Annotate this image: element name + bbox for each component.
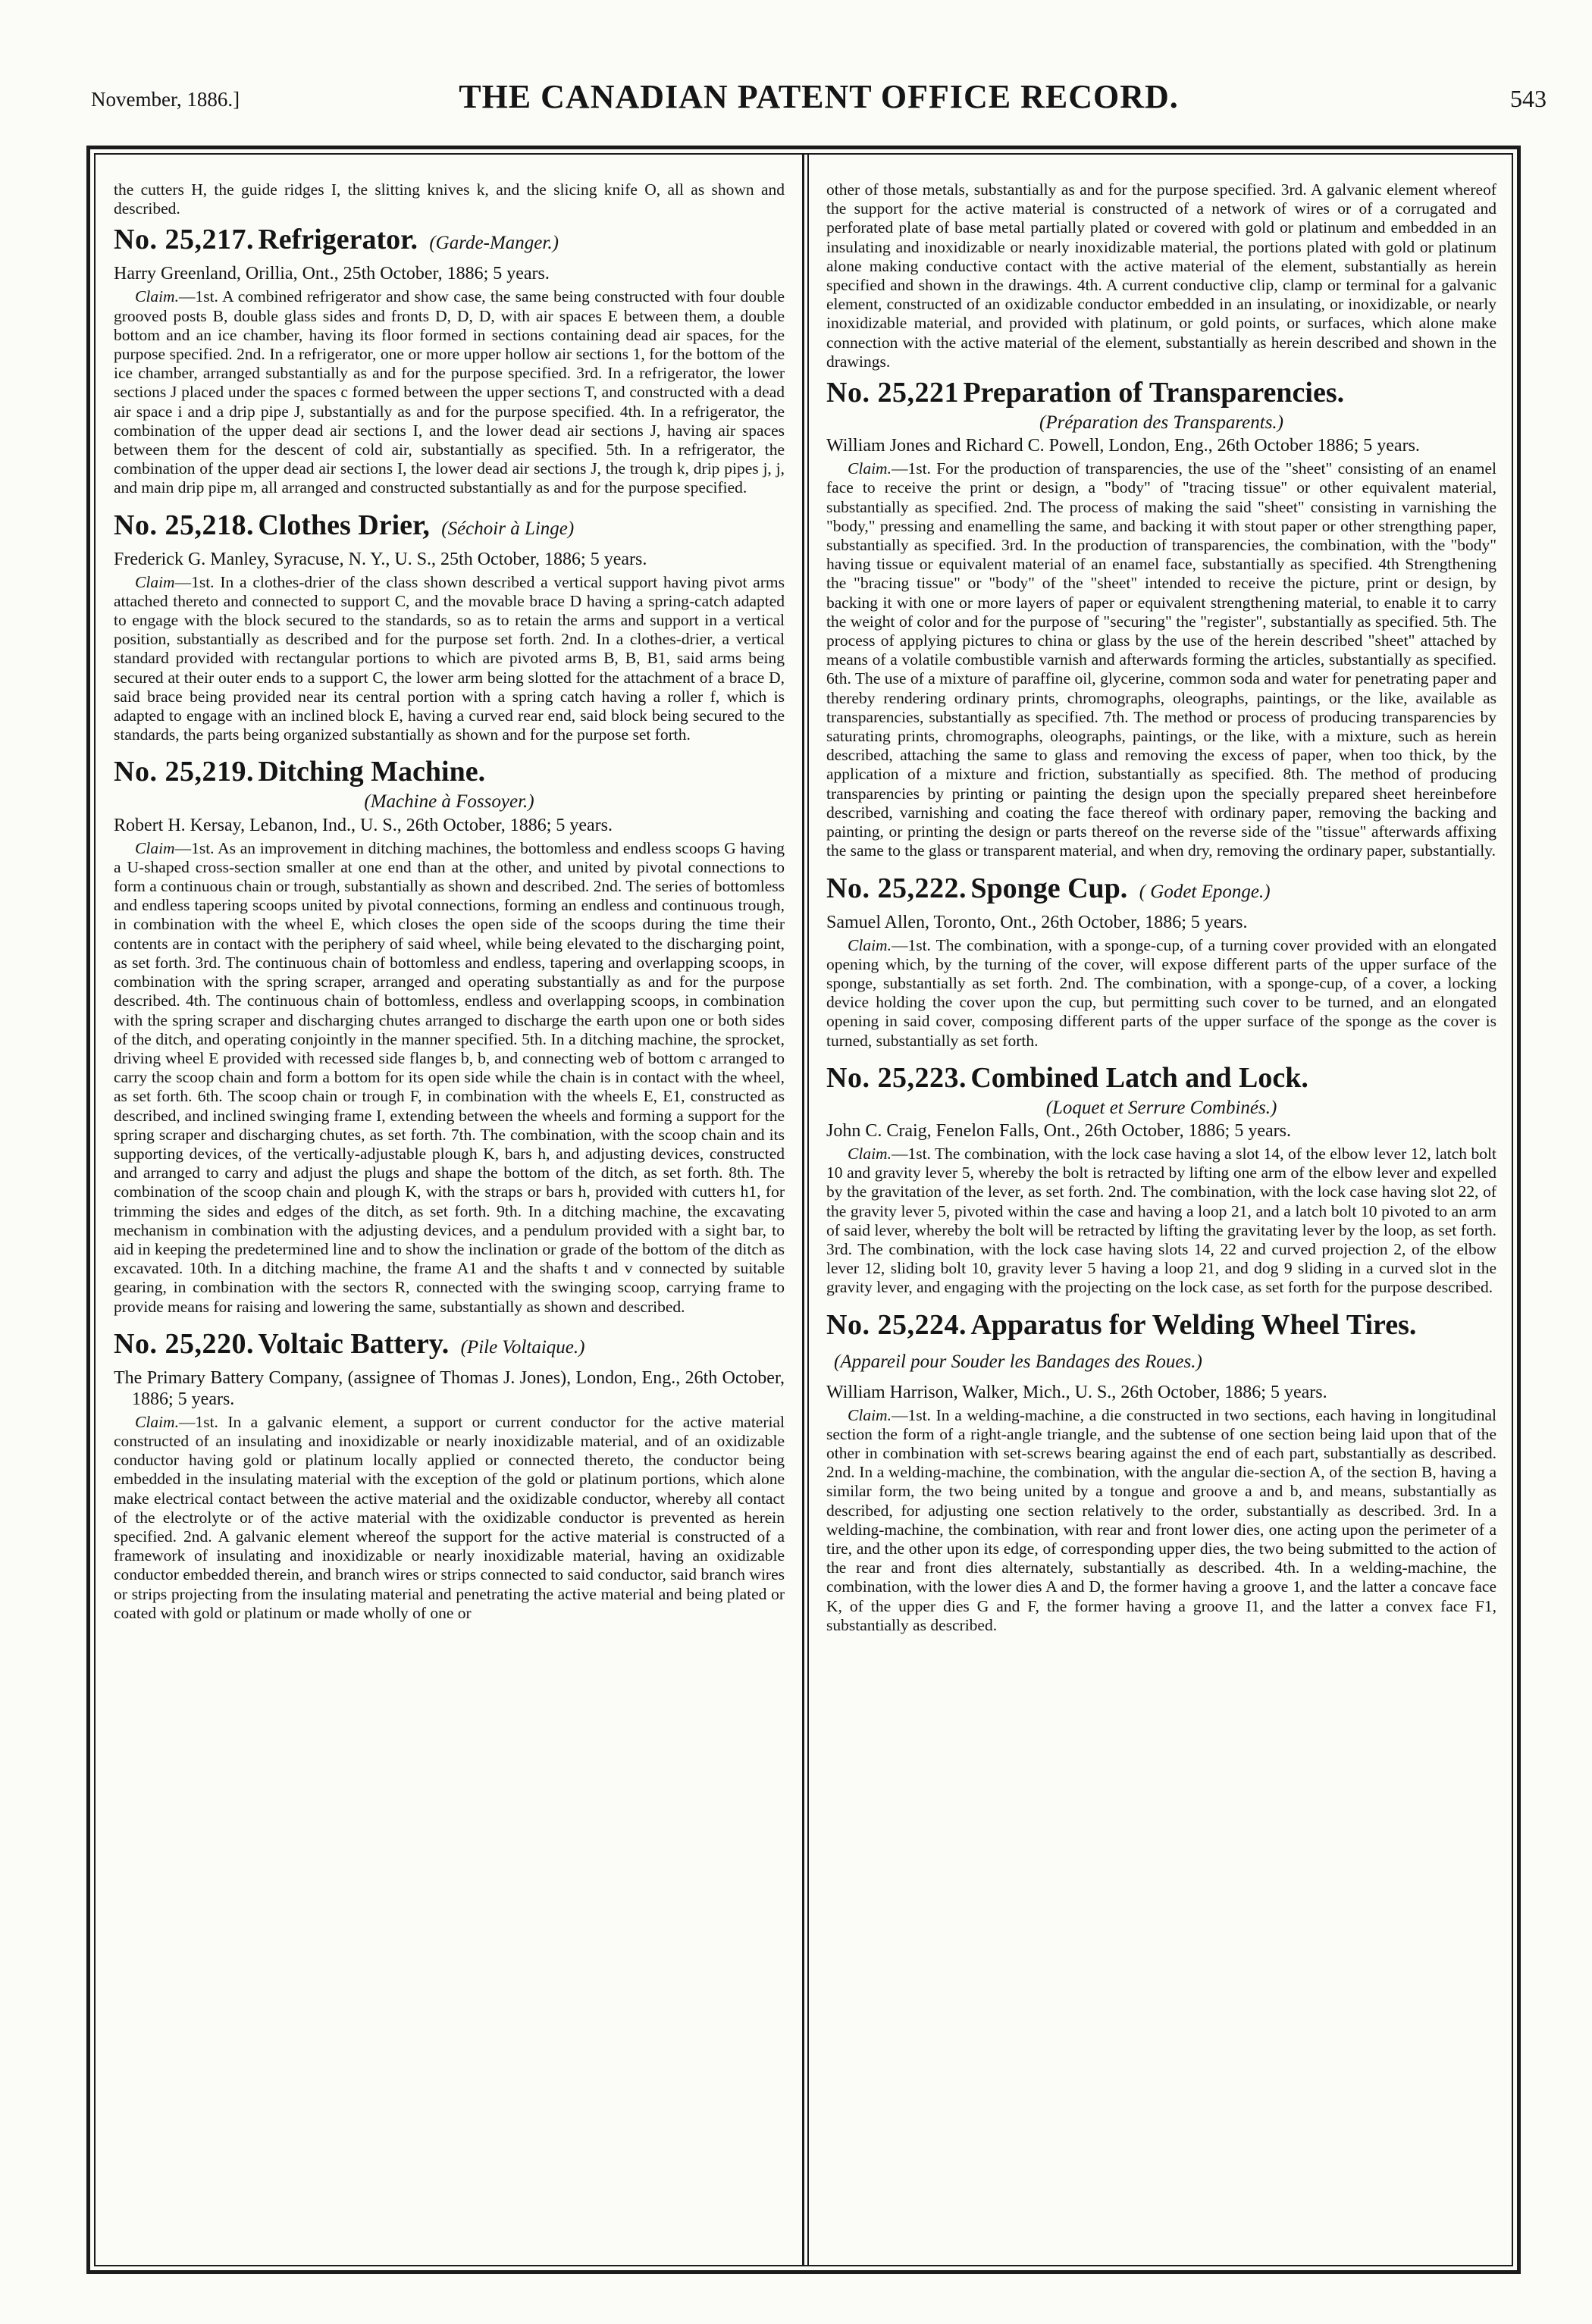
left-column (114, 180, 785, 2250)
patent-entry (114, 1327, 785, 1623)
claim-text (826, 459, 1496, 860)
patentee-line: Harry Greenland, Orillia, Ont., 25th October, 1886; 5 years. (114, 264, 550, 284)
patent-title: Apparatus for Welding Wheel Tires. (970, 1308, 1417, 1341)
patent-heading (826, 1061, 1496, 1098)
patent-french-title: (Pile Voltaique.) (460, 1336, 585, 1358)
patent-heading (114, 1327, 785, 1364)
patent-number: No. 25,218. (114, 509, 254, 541)
claim-text (114, 573, 785, 745)
claim-label: Claim. (135, 1412, 179, 1431)
patent-number: No. 25,220. (114, 1327, 254, 1360)
claim-body: —1st. For the production of transparencies, the use of the "sheet" consisting of an enamel face to receive the print or design, a "body" of "tracing tissue" or other equivalent material, substantially as specified. 2nd. The process of making the said "sheet" consisting in varnishing the "body," pressing and enamelling the same, and backing it with stout paper or other strengthing paper, substantially as specified. 3rd. In the production of transparencies, the combination, with the "body" having tissue or equivalent material of an enamel face, substantially as specified. 4th Strengthening the "bracing tissue" or "body" of the "sheet" intended to receive the picture, print or design, by backing it with one or more layers of paper or equivalent strengthening material, to enable it to carry the weight of color and for the purpose of "securing" the "register", substantially as specified. 5th. The process of applying pictures to china or glass by the use of the herein described "sheet" attached by means of a volatile combustible varnish and afterwards forming the articles, substantially as specified. 6th. The use of a mixture of paraffine oil, glycerine, common soda and water for penetrating paper and thereby rendering ordinary prints, chromographs, oleographs, paintings, or the like, available as transparencies, substantially as specified. 7th. The method or process of producing transparencies by saturating prints, chromographs, oleographs, paintings, or the like, with a mixture, such as herein described, attaching the same to glass and removing the excess of paper, when too thick, by the application of a mixture and friction, substantially as specified. 8th. The method of producing transparencies by printing or painting the design upon the specially prepared sheet hereinbefore described, varnishing and coating the face thereof with ordinary paper, removing the backing and painting, or printing the design or parts thereof on the reverse side of the "tissue" afterwards affixing the same to the glass or transparent material, and when dry, removing the ordinary paper, substantially. (826, 459, 1496, 860)
continued-claim-text: the cutters H, the guide ridges I, the slitting knives k, and the slicing knife O, all as shown and described. (114, 180, 785, 218)
patentee-line: Robert H. Kersay, Lebanon, Ind., U. S., 26th October, 1886; 5 years. (114, 815, 613, 835)
continued-claim-text: other of those metals, substantially as and for the purpose specified. 3rd. A galvanic element whereof the support for the active material is constructed of a network of wires or of a corrugated and perforated plate of base metal partially plated or covered with gold or platinum and embedded in an insulating and inoxidizable or nearly inoxidizable material, the portions plated with gold or platinum alone making conductive contact with the active material of the element, substantially as herein specified and shown in the drawings. 4th. A current conductive clip, clamp or terminal for a galvanic element, constructed of an oxidizable conductor embedded in an insulating, or inoxidizable, or nearly inoxidizable material, and provided with platinum, or gold points, or surfaces, which alone make connection with the active material of the element, substantially as herein described and shown in the drawings. (826, 180, 1496, 371)
patent-heading (826, 1308, 1496, 1379)
claim-label: Claim. (848, 459, 892, 478)
running-head (91, 77, 1547, 115)
patent-french-title: (Garde-Manger.) (429, 233, 559, 254)
claim-body: —1st. A combined refrigerator and show case, the same being constructed with four double grooved posts B, double glass sides and fronts D, D, D, with air spaces E between them, a double bottom and an ice chamber, having its floor formed in sections containing dead air spaces, for the purpose specified. 2nd. In a refrigerator, one or more upper hollow air sections 1, for the bottom of the ice chamber, arranged substantially as and for the purpose specified. 3rd. In a refrigerator, the lower sections J placed under the spaces c formed between the upper sections T, and constructed with a dead air space i and a drip pipe J, substantially as and for the purpose specified. 4th. In a refrigerator, the combination of the upper dead air sections I, and the lower dead air sections J, having air spaces between them for the descent of cold air, substantially as specified. 5th. In a refrigerator, the combination of the upper dead air sections I, the lower dead air sections J, the trough k, drip pipes j, j, and main drip pipe m, all arranged and constructed substantially as and for the purpose specified. (114, 287, 785, 497)
patent-heading (114, 509, 785, 546)
patent-title: Refrigerator. (258, 224, 418, 256)
patentee-line: William Jones and Richard C. Powell, London, Eng., 26th October 1886; 5 years. (826, 436, 1420, 456)
patent-french-subtitle: (Machine à Fossoyer.) (364, 791, 534, 813)
claim-label: Claim (135, 838, 175, 857)
column-divider (802, 153, 804, 2266)
claim-body: —1st. In a galvanic element, a support or current conductor for the active material constructed of an insulating and inoxidizable or nearly inoxidizable material, and of an oxidizable conductor having gold or platinum locally applied or connected thereto, the conductor being embedded in the insulating material with the exception of the gold or platinum portions, which alone make electrical contact between the active material and the oxidizable conductor, whereby all contact of the electrolyte or of the active material with the oxidizable conductor is prevented as herein specified. 2nd. A galvanic element whereof the support for the active material is constructed of a framework of insulating and inoxidizable or nearly inoxidizable material, having an oxidizable conductor embedded therein, and branch wires or strips connected to said conductor, said branch wires or strips projecting from the insulating material and penetrating the active material and being plated or coated with gold or platinum or made wholly of one or (114, 1412, 785, 1622)
patent-entry (114, 755, 785, 1316)
patent-entry (826, 376, 1496, 860)
claim-body: —1st. The combination, with a sponge-cup, of a turning cover provided with an elongated opening which, by the turning of the cover, will expose different parts of the upper surface of the sponge, substantially as set forth. 2nd. The combination, with a sponge-cup, of a cover, a locking device holding the cover upon the cup, but permitting such cover to be turned, and an elongated opening in said cover, composing different parts of the upper surface of the sponge as the cover is turned, substantially as set forth. (826, 935, 1496, 1050)
patent-heading (826, 872, 1496, 909)
claim-body: —1st. As an improvement in ditching machines, the bottomless and endless scoops G having a U-shaped cross-section smaller at one end than at the other, and united by pivotal connections to form a continuous chain or trough, substantially as shown and described. 2nd. The series of bottomless and endless tapering scoops united by pivotal connections, forming an endless and continuous trough, in combination with the wheel E, which closes the open side of the scoops during the time their contents are in contact with the periphery of said wheel, while being elevated to the discharging point, as set forth. 3rd. The continuous chain of bottomless and endless, tapering and overlapping scoops, in combination with the spring scraper, arranged and operating substantially as and for the purpose described. 4th. The continuous chain of bottomless, endless and overlapping scoops, in combination with the spring scraper and discharging chutes arranged to discharge the earth upon one or both sides of the ditch, and operating conjointly in the manner specified. 5th. In a ditching machine, the sprocket, driving wheel E provided with recessed side flanges b, b, and connecting web of bottom c arranged to carry the scoop chain and form a bottom for its open side while the chain is in contact with the wheel, as set forth. 6th. The scoop chain or trough F, in combination with the wheels E, E1, constructed as described, and inclined swinging frame I, extending between the wheels and forming a support for the spring scraper and discharging chutes, as set forth. 7th. The combination, with the scoop chain and its supporting devices, of the vertically-adjustable plough K, bars h, and adjusting devices, constructed and arranged to carry and adjust the plugs and shape the bottom of the ditch, as set forth. 8th. The combination of the scoop chain and plough K, with the straps or bars h, provided with cutters h1, for trimming the sides and edges of the ditch, as set forth. 9th. In a ditching machine, the excavating mechanism in combination with the adjusting devices, and a pendulum provided with a sight bar, to aid in keeping the predetermined line and to show the inclination or grade of the bottom of the ditch as excavated. 10th. In a ditching machine, the frame A1 and the shafts t and v connected by suitable gearing, in combination with the sectors R, connected with the swinging scoop, carrying frame to provide means for raising and lowering the same, substantially as shown and described. (114, 838, 785, 1316)
issue-date: November, 1886.] (91, 88, 240, 111)
publication-title: THE CANADIAN PATENT OFFICE RECORD. (459, 78, 1179, 115)
patent-title: Clothes Drier, (258, 509, 430, 541)
patent-french-subtitle: (Loquet et Serrure Combinés.) (1045, 1097, 1277, 1118)
patent-french-subtitle: (Préparation des Transparents.) (1039, 412, 1283, 434)
patent-french-title: ( Godet Eponge.) (1139, 881, 1271, 902)
left-patent-entries (114, 223, 785, 1623)
patent-title: Sponge Cup. (970, 872, 1128, 904)
right-patent-entries (826, 376, 1496, 1635)
patent-title: Ditching Machine. (258, 756, 486, 788)
patent-entry (114, 223, 785, 497)
patentee-line: William Harrison, Walker, Mich., U. S., 26th October, 1886; 5 years. (826, 1382, 1327, 1402)
claim-label: Claim. (848, 935, 892, 954)
patent-number: No. 25,221 (826, 377, 959, 409)
column-divider-inner (807, 153, 809, 2266)
patent-french-title: (Séchoir à Linge) (441, 518, 575, 539)
patent-number: No. 25,224. (826, 1308, 967, 1341)
patentee-line: John C. Craig, Fenelon Falls, Ont., 26th October, 1886; 5 years. (826, 1120, 1291, 1141)
patent-title: Preparation of Transparencies. (963, 377, 1345, 409)
claim-text (114, 287, 785, 497)
patent-heading (114, 223, 785, 260)
patent-title: Combined Latch and Lock. (970, 1061, 1308, 1094)
patent-heading (114, 755, 785, 792)
right-column (826, 180, 1496, 2250)
claim-label: Claim. (848, 1144, 892, 1163)
claim-text (114, 1413, 785, 1623)
patentee-line: Frederick G. Manley, Syracuse, N. Y., U. S., 25th October, 1886; 5 years. (114, 549, 647, 569)
claim-label: Claim. (135, 287, 179, 306)
claim-text (114, 839, 785, 1317)
claim-body: —1st. The combination, with the lock case having a slot 14, of the elbow lever 12, latch bolt 10 and gravity lever 5, whereby the bolt is retracted by lifting one arm of the elbow lever and expelled by the gravitation of the lever, as set forth. 2nd. The combination, with the lock case having slot 22, of the gravity lever 5, pivoted within the case and having a loop 21, and a latch bolt 10 pivoted to an arm of said lever, whereby the bolt will be retracted by lifting the gravitating lever by the loop, as set forth. 3rd. The combination, with the lock case having slots 14, 22 and curved projection 2, of the elbow lever 12, sliding bolt 10, gravity lever 5 having a loop 21, and dog 9 sliding in a curved slot in the gravity lever, and engaging with the projecting on the lock case, as set forth for the purpose described. (826, 1144, 1496, 1297)
patent-number: No. 25,219. (114, 756, 254, 788)
patent-number: No. 25,222. (826, 872, 967, 904)
patent-entry (114, 509, 785, 745)
patent-number: No. 25,217. (114, 224, 254, 256)
patent-number: No. 25,223. (826, 1061, 967, 1094)
patent-title: Voltaic Battery. (258, 1327, 450, 1360)
claim-body: —1st. In a welding-machine, a die constructed in two sections, each having in longitudinal section the form of a right-angle triangle, and the subtense of one section being laid upon that of the other in combination with set-screws bearing against the end of each part, substantially as described. 2nd. In a welding-machine, the combination, with the angular die-section A, of the section B, having a similar form, the two being united by a tongue and groove a and b, and means, substantially as described, for adjusting one section relatively to the order, substantially as described. 3rd. In a welding-machine, the combination, with rear and front lower dies, one acting upon the perimeter of a tire, and the other upon its edge, of corresponding upper dies, the two being submitted to the action of the rear and front dies alternately, substantially as described. 4th. In a welding-machine, the combination, with the lower dies A and D, the former having a groove 1, and the latter a concave face K, of the upper dies G and F, the former having a groove I1, and the latter a convex face F1, substantially as described. (826, 1405, 1496, 1634)
patent-entry (826, 1061, 1496, 1298)
claim-text (826, 1145, 1496, 1298)
patentee-line: Samuel Allen, Toronto, Ont., 26th October, 1886; 5 years. (826, 912, 1248, 932)
patent-entry (826, 872, 1496, 1051)
claim-body: —1st. In a clothes-drier of the class shown described a vertical support having pivot arms attached thereto and connected to support C, and the movable brace D having a spring-catch adapted to engage with the block secured to the standards, so as to retain the arms and support in a vertical position, substantially as described and for the purpose set forth. 2nd. In a clothes-drier, a vertical standard provided with rectangular portions to which are pivoted arms B, B, B1, said arms being secured at their outer ends to a support C, the lower arm being slotted for the attachment of a brace D, said brace being provided near its central portion with a spring catch having a roller f, which is adapted to engage with an inclined block E, having a curved rear end, said block being secured to the standards, the parts being organized substantially as shown and for the purpose set forth. (114, 572, 785, 744)
patent-entry (826, 1308, 1496, 1635)
claim-text (826, 1406, 1496, 1635)
patent-french-title: (Appareil pour Souder les Bandages des Roues.) (834, 1351, 1202, 1372)
claim-label: Claim (135, 572, 175, 591)
claim-label: Claim. (848, 1405, 892, 1424)
page-number: 543 (1510, 85, 1547, 112)
patentee-line: The Primary Battery Company, (assignee of Thomas J. Jones), London, Eng., 26th October, 1886; 5 years. (114, 1367, 785, 1409)
patent-heading (826, 376, 1496, 413)
claim-text (826, 936, 1496, 1051)
